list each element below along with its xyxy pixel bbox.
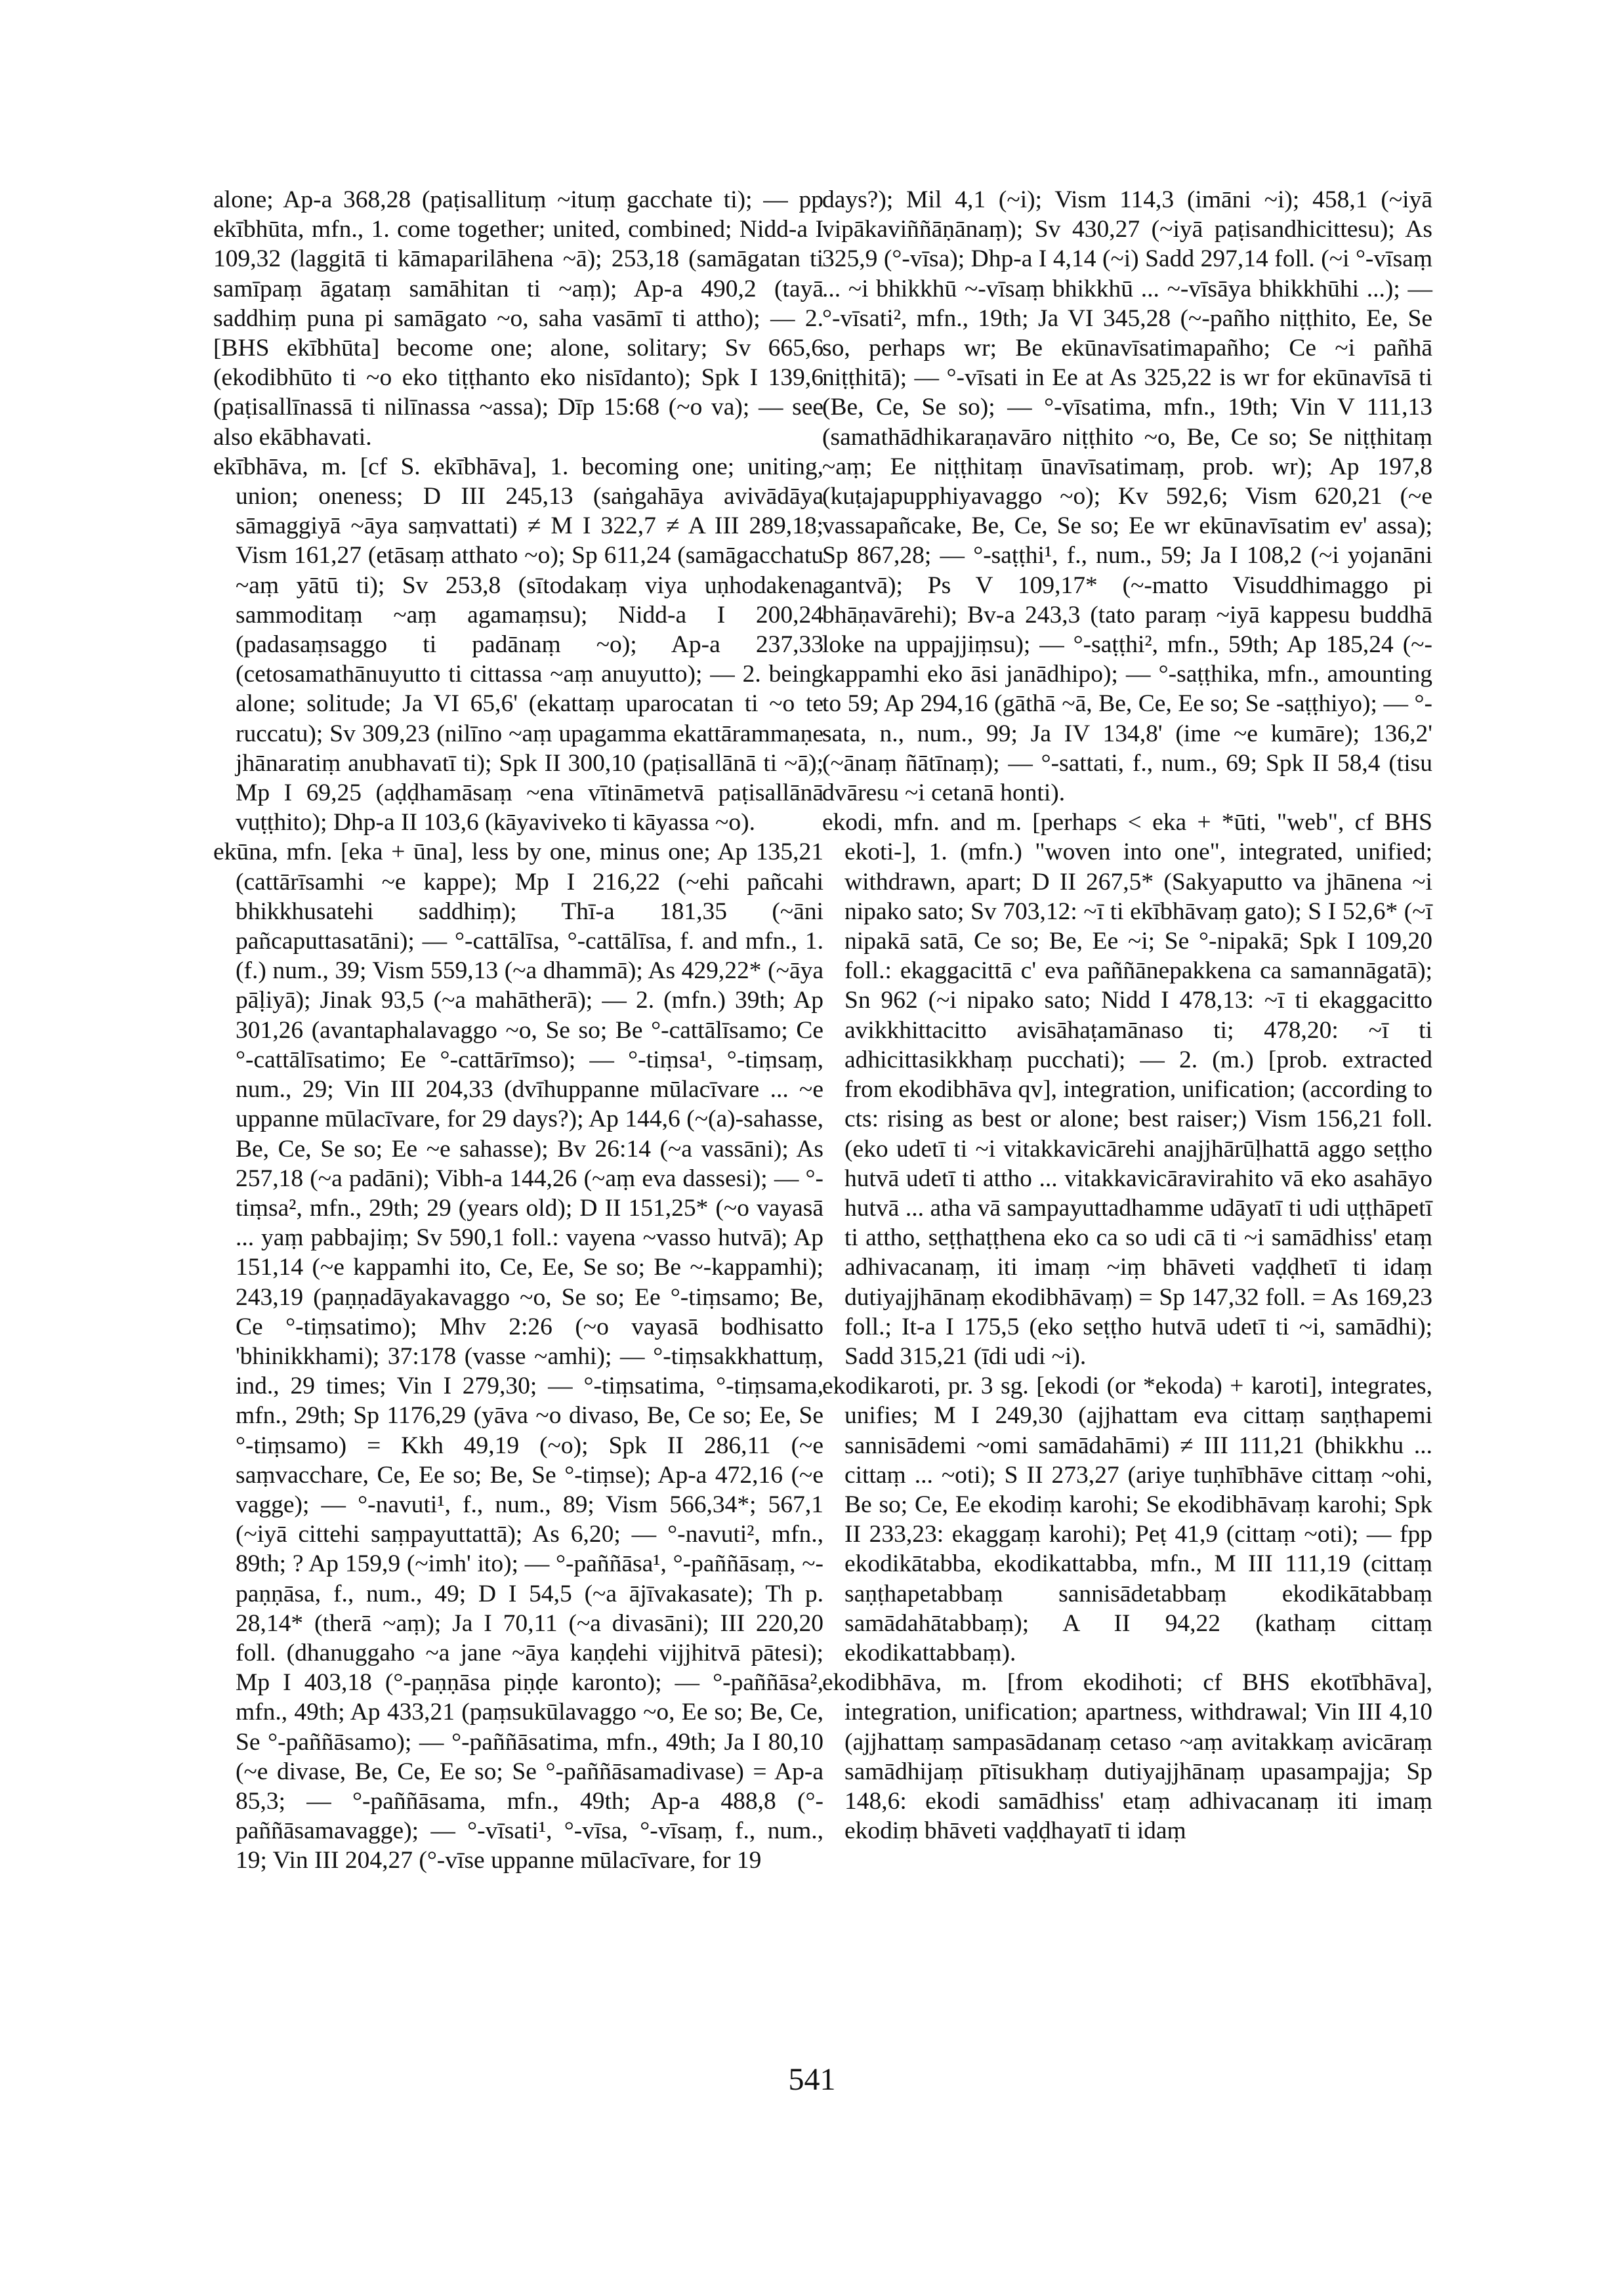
- entry-continuation: alone; Ap-a 368,28 (paṭisallituṃ ~ituṃ gacchate ti); — pp ekībhūta, mfn., 1. come together; united, combined; Nidd-a I 109,32 (laggitā ti kāmaparilāhena ~ā); 253,18 (samāgatan ti samīpaṃ āgataṃ samāhitan ti ~aṃ); Ap-a 490,2 (tayā saddhiṃ puna pi samāgato ~o, saha vasāmī ti attho); — 2. [BHS ekībhūta] become one; alone, solitary; Sv 665,6 (ekodibhūto ti ~o eko tiṭṭhanto eko nisīdanto); Spk I 139,6 (paṭisallīnassā ti nilīnassa ~assa); Dīp 15:68 (~o va); — see also ekābhavati.: [213, 186, 823, 451]
- left-column: [213, 185, 823, 1876]
- entry-ekodikaroti: ekodikaroti, pr. 3 sg. [ekodi (or *ekoda) + karoti], integrates, unifies; M I 249,30 (ajjhattam eva cittaṃ saṇṭhapemi sannisādemi ~omi samādahāmi) ≠ III 111,21 (bhikkhu ... cittaṃ ... ~oti); S II 273,27 (ariye tuṇhībhāve cittaṃ ~ohi, Be so; Ce, Ee ekodiṃ karohi; Se ekodibhāvaṃ karohi; Spk II 233,23: ekaggaṃ karohi); Peṭ 41,9 (cittaṃ ~oti); — fpp ekodikātabba, ekodikattabba, mfn., M III 111,19 (cittaṃ saṇṭhapetabbaṃ sannisādetabbaṃ ekodikātabbaṃ samādahātabbaṃ); A II 94,22 (kathaṃ cittaṃ ekodikattabbaṃ).: [822, 1373, 1432, 1666]
- right-column: [822, 185, 1432, 1846]
- page-number: 541: [788, 2062, 836, 2097]
- entry-ekuna: ekūna, mfn. [eka + ūna], less by one, minus one; Ap 135,21 (cattārīsamhi ~e kappe); Mp I 216,22 (~ehi pañcahi bhikkhusatehi saddhiṃ); Thī-a 181,35 (~āni pañcaputtasatāni); — °-cattālīsa, °-cattālīsa, f. and mfn., 1. (f.) num., 39; Vism 559,13 (~a dhammā); As 429,22* (~āya pāḷiyā); Jinak 93,5 (~a mahātherā); — 2. (mfn.) 39th; Ap 301,26 (avantaphalavaggo ~o, Se so; Be °-cattālīsamo; Ce °-cattālīsatimo; Ee °-cattārīmso); — °-tiṃsa¹, °-tiṃsaṃ, num., 29; Vin III 204,33 (dvīhuppanne mūlacīvare ... ~e uppanne mūlacīvare, for 29 days?); Ap 144,6 (~(a)-sahasse, Be, Ce, Se so; Ee ~e sahasse); Bv 26:14 (~a vassāni); As 257,18 (~a padāni); Vibh-a 144,26 (~aṃ eva dassesi); — °-tiṃsa², mfn., 29th; 29 (years old); D II 151,25* (~o vayasā ... yaṃ pabbajiṃ; Sv 590,1 foll.: vayena ~vasso hutvā); Ap 151,14 (~e kappamhi ito, Ce, Ee, Se so; Be ~-kappamhi); 243,19 (paṇṇadāyakavaggo ~o, Se so; Ee °-tiṃsamo; Be, Ce °-tiṃsatimo); Mhv 2:26 (~o vayasā bodhisatto 'bhinikkhami); 37:178 (vasse ~amhi); — °-tiṃsakkhattuṃ, ind., 29 times; Vin I 279,30; — °-tiṃsatima, °-tiṃsama, mfn., 29th; Sp 1176,29 (yāva ~o divaso, Be, Ce so; Ee, Se °-tiṃsamo) = Kkh 49,19 (~o); Spk II 286,11 (~e saṃvacchare, Ce, Ee so; Be, Se °-tiṃse); Ap-a 472,16 (~e vagge); — °-navuti¹, f., num., 89; Vism 566,34*; 567,1 (~iyā cittehi saṃpayuttattā); As 6,20; — °-navuti², mfn., 89th; ? Ap 159,9 (~imh' ito); — °-paññāsa¹, °-paññāsaṃ, ~-paṇṇāsa, f., num., 49; D I 54,5 (~a ājīvakasate); Th p. 28,14* (therā ~aṃ); Ja I 70,11 (~a divasāni); III 220,20 foll. (dhanuggaho ~a jane ~āya kaṇḍehi vijjhitvā pātesi); Mp I 403,18 (°-paṇṇāsa piṇḍe karonto); — °-paññāsa², mfn., 49th; Ap 433,21 (paṃsukūlavaggo ~o, Ee so; Be, Ce, Se °-paññāsamo); — °-paññāsatima, mfn., 49th; Ja I 80,10 (~e divase, Be, Ce, Ee so; Se °-paññāsamadivase) = Ap-a 85,3; — °-paññāsama, mfn., 49th; Ap-a 488,8 (°-paññāsamavagge); — °-vīsati¹, °-vīsa, °-vīsaṃ, f., num., 19; Vin III 204,27 (°-vīse uppanne mūlacīvare, for 19: [213, 838, 823, 1874]
- entry-ekodibhava: ekodibhāva, m. [from ekodihoti; cf BHS ekotībhāva], integration, unification; apartness, withdrawal; Vin III 4,10 (ajjhattaṃ sampasādanaṃ cetaso ~aṃ avitakkaṃ avicāraṃ samādhijaṃ pītisukhaṃ dutiyajjhānaṃ upasampajja; Sp 148,6: ekodi samādhiss' etaṃ adhivacanaṃ iti imaṃ ekodiṃ bhāveti vaḍḍhayatī ti idaṃ: [822, 1669, 1432, 1845]
- entry-ekodi: ekodi, mfn. and m. [perhaps < eka + *ūti, "web", cf BHS ekoti-], 1. (mfn.) "woven into one", integrated, unified; withdrawn, apart; D II 267,5* (Sakyaputto va jhānena ~i nipako sato; Sv 703,12: ~ī ti ekībhāvaṃ gato); S I 52,6* (~ī nipakā satā, Ce so; Be, Ee ~i; Se °-nipakā; Spk I 109,20 foll.: ekaggacittā c' eva paññānepakkena ca samannāgatā); Sn 962 (~i nipako sato; Nidd I 478,13: ~ī ti ekaggacitto avikkhittacitto avisāhaṭamānaso ti; 478,20: ~ī ti adhicittasikkhaṃ pucchati); — 2. (m.) [prob. extracted from ekodibhāva qv], integration, unification; (according to cts: rising as best or alone; best raiser;) Vism 156,21 foll. (eko udetī ti ~i vitakkavicārehi anajjhārūḷhattā aggo seṭṭho hutvā udetī ti attho ... vitakkavicāravirahito vā eko asahāyo hutvā ... atha vā sampayuttadhamme udāyatī ti udi uṭṭhāpetī ti attho, seṭṭhaṭṭhena eko ca so udi cā ti ~i samādhiss' etaṃ adhivacanaṃ, iti imaṃ ~iṃ bhāveti vaḍḍhetī ti idaṃ dutiyajjhānaṃ ekodibhāvaṃ) = Sp 147,32 foll. = As 169,23 foll.; It-a I 175,5 (eko seṭṭho hutvā udetī ti ~i, samādhi); Sadd 315,21 (īdi udi ~i).: [822, 809, 1432, 1370]
- entry-ekuna-continued: days?); Mil 4,1 (~i); Vism 114,3 (imāni ~i); 458,1 (~iyā vipākaviññāṇānaṃ); Sv 430,27 (~iyā paṭisandhicittesu); As 325,9 (°-vīsa); Dhp-a I 4,14 (~i) Sadd 297,14 foll. (~i °-vīsaṃ ... ~i bhikkhū ~-vīsaṃ bhikkhū ... ~-vīsāya bhikkhūhi ...); — °-vīsati², mfn., 19th; Ja VI 345,28 (~-pañho niṭṭhito, Ee, Se so, perhaps wr; Be ekūnavīsatimapañho; Ce ~i pañhā niṭṭhitā); — °-vīsati in Ee at As 325,22 is wr for ekūnavīsā ti (Be, Ce, Se so); — °-vīsatima, mfn., 19th; Vin V 111,13 (samathādhikaraṇavāro niṭṭhito ~o, Be, Ce so; Se niṭṭhitaṃ ~aṃ; Ee niṭṭhitaṃ ūnavīsatimaṃ, prob. wr); Ap 197,8 (kuṭajapupphiyavaggo ~o); Kv 592,6; Vism 620,21 (~e vassapañcake, Be, Ce, Se so; Ee wr ekūnavīsatim ev' assa); Sp 867,28; — °-saṭṭhi¹, f., num., 59; Ja I 108,2 (~i yojanāni gantvā); Ps V 109,17* (~-matto Visuddhimaggo pi bhāṇavārehi); Bv-a 243,3 (tato paraṃ ~iyā kappesu buddhā loke na uppajjiṃsu); — °-saṭṭhi², mfn., 59th; Ap 185,24 (~-kappamhi eko āsi janādhipo); — °-saṭṭhika, mfn., amounting to 59; Ap 294,16 (gāthā ~ā, Be, Ce, Ee so; Se -saṭṭhiyo); — °-sata, n., num., 99; Ja IV 134,8' (ime ~e kumāre); 136,2' (~ānaṃ ñātīnaṃ); — °-sattati, f., num., 69; Spk II 58,4 (tisu dvāresu ~i cetanā honti).: [822, 186, 1432, 807]
- entry-ekibhava: ekībhāva, m. [cf S. ekībhāva], 1. becoming one; uniting, union; oneness; D III 245,13 (saṅgahāya avivādāya sāmaggiyā ~āya saṃvattati) ≠ M I 322,7 ≠ A III 289,18; Vism 161,27 (etāsaṃ atthato ~o); Sp 611,24 (samāgacchatu ~aṃ yātū ti); Sv 253,8 (sītodakaṃ viya uṇhodakena sammoditaṃ ~aṃ agamaṃsu); Nidd-a I 200,24 (padasaṃsaggo ti padānaṃ ~o); Ap-a 237,33 (cetosamathānuyutto ti cittassa ~aṃ anuyutto); — 2. being alone; solitude; Ja VI 65,6' (ekattaṃ uparocatan ti ~o te ruccatu); Sv 309,23 (nilīno ~aṃ upagamma ekattārammaṇe jhānaratiṃ anubhavatī ti); Spk II 300,10 (paṭisallānā ti ~ā); Mp I 69,25 (aḍḍhamāsaṃ ~ena vītināmetvā paṭisallānā vuṭṭhito); Dhp-a II 103,6 (kāyaviveko ti kāyassa ~o).: [213, 453, 823, 837]
